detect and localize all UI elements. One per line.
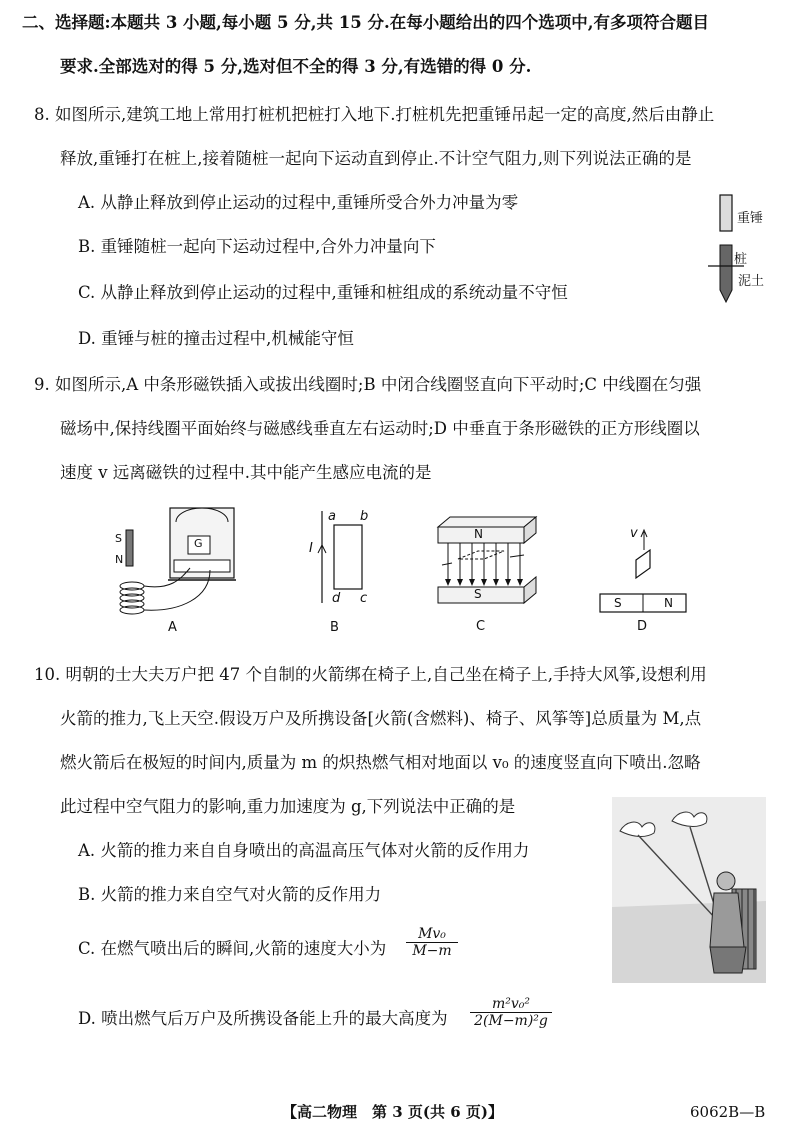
figure-a-label: A (168, 620, 177, 635)
footer-code: 6062B—B (690, 1103, 766, 1121)
bar-magnet (126, 530, 133, 566)
magnet-s-label: S (115, 532, 122, 545)
q9-stem-line2: 磁场中,保持线圈平面始终与磁感线垂直左右运动时;D 中垂直于条形磁铁的正方形线圈以 (60, 419, 700, 438)
figure-c-label: C (476, 619, 486, 634)
magnet-d-n-label: N (664, 596, 673, 610)
current-i-label: I (309, 541, 313, 556)
chair-seat (710, 947, 746, 973)
corner-b-label: b (360, 509, 369, 524)
terminal-bar (174, 560, 230, 572)
figure-d (594, 520, 694, 640)
option-c-numerator: Mv₀ (418, 926, 446, 942)
pole-n-label: N (474, 527, 483, 541)
figure-b (300, 505, 380, 640)
figure-a (110, 500, 240, 640)
q8-stem-line1: 8. 如图所示,建筑工地上常用打桩机把桩打入地下.打桩机先把重锤吊起一定的高度,然后由静止 (34, 105, 715, 124)
q10-option-d: D. 喷出燃气后万户及所携设备能上升的最大高度为 (78, 1009, 448, 1028)
corner-c-label: c (360, 591, 368, 606)
option-d-denominator: 2(M−m)²g (474, 1013, 548, 1029)
velocity-v-label: v (630, 526, 638, 541)
q8-option-a: A. 从静止释放到停止运动的过程中,重锤所受合外力冲量为零 (78, 193, 519, 212)
pile-shape (720, 245, 732, 302)
hammer-label: 重锤 (737, 211, 764, 226)
corner-d-label: d (332, 591, 341, 606)
q10-option-c-fraction (406, 926, 458, 959)
corner-a-label: a (328, 509, 336, 524)
q10-option-b: B. 火箭的推力来自空气对火箭的反作用力 (78, 885, 382, 904)
q9-stem-line1: 9. 如图所示,A 中条形磁铁插入或拔出线圈时;B 中闭合线圈竖直向下平动时;C 中线圈在匀强 (34, 375, 702, 394)
q8-option-b: B. 重锤随桩一起向下运动过程中,合外力冲量向下 (78, 237, 436, 256)
wan-hu-illustration (612, 797, 766, 983)
q10-option-c: C. 在燃气喷出后的瞬间,火箭的速度大小为 (78, 939, 387, 958)
coil-loop (458, 551, 504, 559)
q8-option-c: C. 从静止释放到停止运动的过程中,重锤和桩组成的系统动量不守恒 (78, 283, 568, 302)
q9-stem-line3: 速度 v 远离磁铁的过程中.其中能产生感应电流的是 (60, 463, 432, 482)
q10-stem-line2: 火箭的推力,飞上天空.假设万户及所携设备[火箭(含燃料)、椅子、风筝等]总质量为 M,点 (60, 709, 702, 728)
q10-stem-line1: 10. 明朝的士大夫万户把 47 个自制的火箭绑在椅子上,自己坐在椅子上,手持大风筝,设想利用 (34, 665, 707, 684)
person-head (717, 872, 735, 890)
magnet-n-label: N (115, 553, 124, 566)
rectangular-loop (334, 525, 362, 589)
hammer-shape (720, 195, 732, 231)
pile-label: 桩 (734, 252, 748, 267)
q10-stem-line3: 燃火箭后在极短的时间内,质量为 m 的炽热燃气相对地面以 v₀ 的速度竖直向下喷出.忽略 (60, 753, 701, 772)
person-body (710, 893, 744, 947)
north-pole-top (438, 517, 536, 527)
soil-label: 泥土 (738, 274, 765, 289)
pile-driver-figure (700, 190, 790, 315)
figure-c (432, 515, 542, 640)
q10-option-a: A. 火箭的推力来自自身喷出的高温高压气体对火箭的反作用力 (78, 841, 530, 860)
q10-option-d-fraction (470, 996, 552, 1029)
q8-option-d: D. 重锤与桩的撞击过程中,机械能守恒 (78, 329, 354, 348)
pole-s-label: S (474, 587, 482, 601)
section-heading-line2: 要求.全部选对的得 5 分,选对但不全的得 3 分,有选错的得 0 分. (60, 57, 532, 76)
section-heading-line1: 二、选择题:本题共 3 小题,每小题 5 分,共 15 分.在每小题给出的四个选项中,有多项符合题目 (22, 13, 709, 32)
footer-page-title: 【高二物理 第 3 页(共 6 页)】 (282, 1103, 503, 1121)
figure-b-label: B (330, 620, 339, 635)
option-d-numerator: m²v₀² (491, 996, 531, 1012)
galvanometer-g-label: G (194, 537, 203, 550)
square-coil (636, 550, 650, 578)
q8-stem-line2: 释放,重锤打在桩上,接着随桩一起向下运动直到停止.不计空气阻力,则下列说法正确的是 (60, 149, 692, 168)
figure-d-label: D (637, 619, 648, 634)
option-c-denominator: M−m (412, 943, 452, 959)
q10-stem-line4: 此过程中空气阻力的影响,重力加速度为 g,下列说法中正确的是 (60, 797, 516, 816)
magnet-d-s-label: S (614, 596, 622, 610)
